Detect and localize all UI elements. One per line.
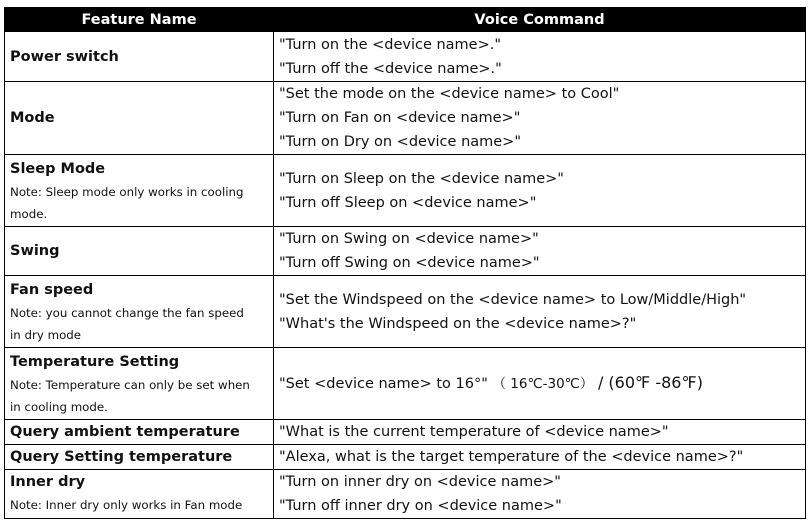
command-text: "Turn on Sleep on the <device name>" bbox=[279, 170, 564, 187]
command-text: "Turn off the <device name>." bbox=[279, 60, 502, 77]
feature-note: Note: Inner dry only works in Fan mode bbox=[10, 498, 243, 512]
command-cell bbox=[274, 445, 806, 470]
feature-note: in dry mode bbox=[10, 327, 82, 342]
header-voice-command: Voice Command bbox=[274, 8, 806, 32]
feature-name: Query ambient temperature bbox=[10, 424, 240, 440]
command-cell bbox=[274, 420, 806, 445]
feature-name: Swing bbox=[10, 243, 60, 259]
feature-cell bbox=[5, 420, 274, 445]
celsius-range: （ 16℃-30℃） bbox=[492, 376, 594, 392]
feature-cell bbox=[5, 32, 274, 82]
table-row bbox=[5, 420, 806, 445]
table-row bbox=[5, 227, 806, 276]
feature-note: in cooling mode. bbox=[10, 399, 108, 414]
command-cell bbox=[274, 82, 806, 155]
feature-name: Query Setting temperature bbox=[10, 449, 233, 465]
header-feature-name: Feature Name bbox=[5, 8, 274, 32]
command-text: "Turn off inner dry on <device name>" bbox=[279, 498, 562, 514]
command-text: "Set <device name> to 16°" bbox=[279, 376, 488, 392]
table-row bbox=[5, 445, 806, 470]
command-cell bbox=[274, 348, 806, 420]
feature-name: Temperature Setting bbox=[10, 353, 180, 370]
feature-note: Note: Temperature can only be set when bbox=[10, 377, 250, 392]
voice-command-table bbox=[4, 7, 806, 519]
command-text: "Turn on inner dry on <device name>" bbox=[279, 474, 561, 490]
table-row bbox=[5, 470, 806, 519]
table-row bbox=[5, 276, 806, 348]
command-text: "What's the Windspeed on the <device name>?" bbox=[279, 315, 637, 332]
feature-note: Note: you cannot change the fan speed bbox=[10, 305, 244, 320]
voice-command-table-container bbox=[4, 7, 805, 519]
feature-note: Note: Sleep mode only works in cooling bbox=[10, 184, 244, 199]
command-text: "Turn on the <device name>." bbox=[279, 36, 502, 53]
command-cell bbox=[274, 155, 806, 227]
feature-cell bbox=[5, 445, 274, 470]
command-text: "Alexa, what is the target temperature of the <device name>?" bbox=[279, 449, 744, 465]
fahrenheit-range: / (60℉ -86℉) bbox=[597, 373, 703, 392]
command-text: "Turn off Swing on <device name>" bbox=[279, 255, 540, 271]
command-cell bbox=[274, 32, 806, 82]
feature-cell bbox=[5, 276, 274, 348]
feature-name: Fan speed bbox=[10, 281, 94, 298]
feature-cell bbox=[5, 348, 274, 420]
table-row bbox=[5, 82, 806, 155]
table-row bbox=[5, 32, 806, 82]
feature-cell bbox=[5, 155, 274, 227]
temperature-command bbox=[279, 371, 805, 396]
command-text: "What is the current temperature of <device name>" bbox=[279, 424, 669, 440]
table-row bbox=[5, 155, 806, 227]
feature-cell bbox=[5, 82, 274, 155]
command-text: "Turn off Sleep on <device name>" bbox=[279, 194, 537, 211]
command-cell bbox=[274, 470, 806, 519]
command-text: "Set the mode on the <device name> to Cool" bbox=[279, 86, 620, 102]
feature-note: mode. bbox=[10, 206, 48, 221]
header-row bbox=[5, 8, 806, 32]
command-cell bbox=[274, 227, 806, 276]
command-cell bbox=[274, 276, 806, 348]
feature-name: Sleep Mode bbox=[10, 160, 106, 177]
table-row bbox=[5, 348, 806, 420]
feature-name: Mode bbox=[10, 110, 55, 126]
command-text: "Turn on Dry on <device name>" bbox=[279, 134, 522, 150]
feature-name: Inner dry bbox=[10, 474, 86, 490]
command-text: "Turn on Fan on <device name>" bbox=[279, 110, 521, 126]
command-text: "Turn on Swing on <device name>" bbox=[279, 231, 539, 247]
feature-name: Power switch bbox=[10, 48, 119, 65]
feature-cell bbox=[5, 227, 274, 276]
feature-cell bbox=[5, 470, 274, 519]
command-text: "Set the Windspeed on the <device name> to Low/Middle/High" bbox=[279, 291, 747, 308]
